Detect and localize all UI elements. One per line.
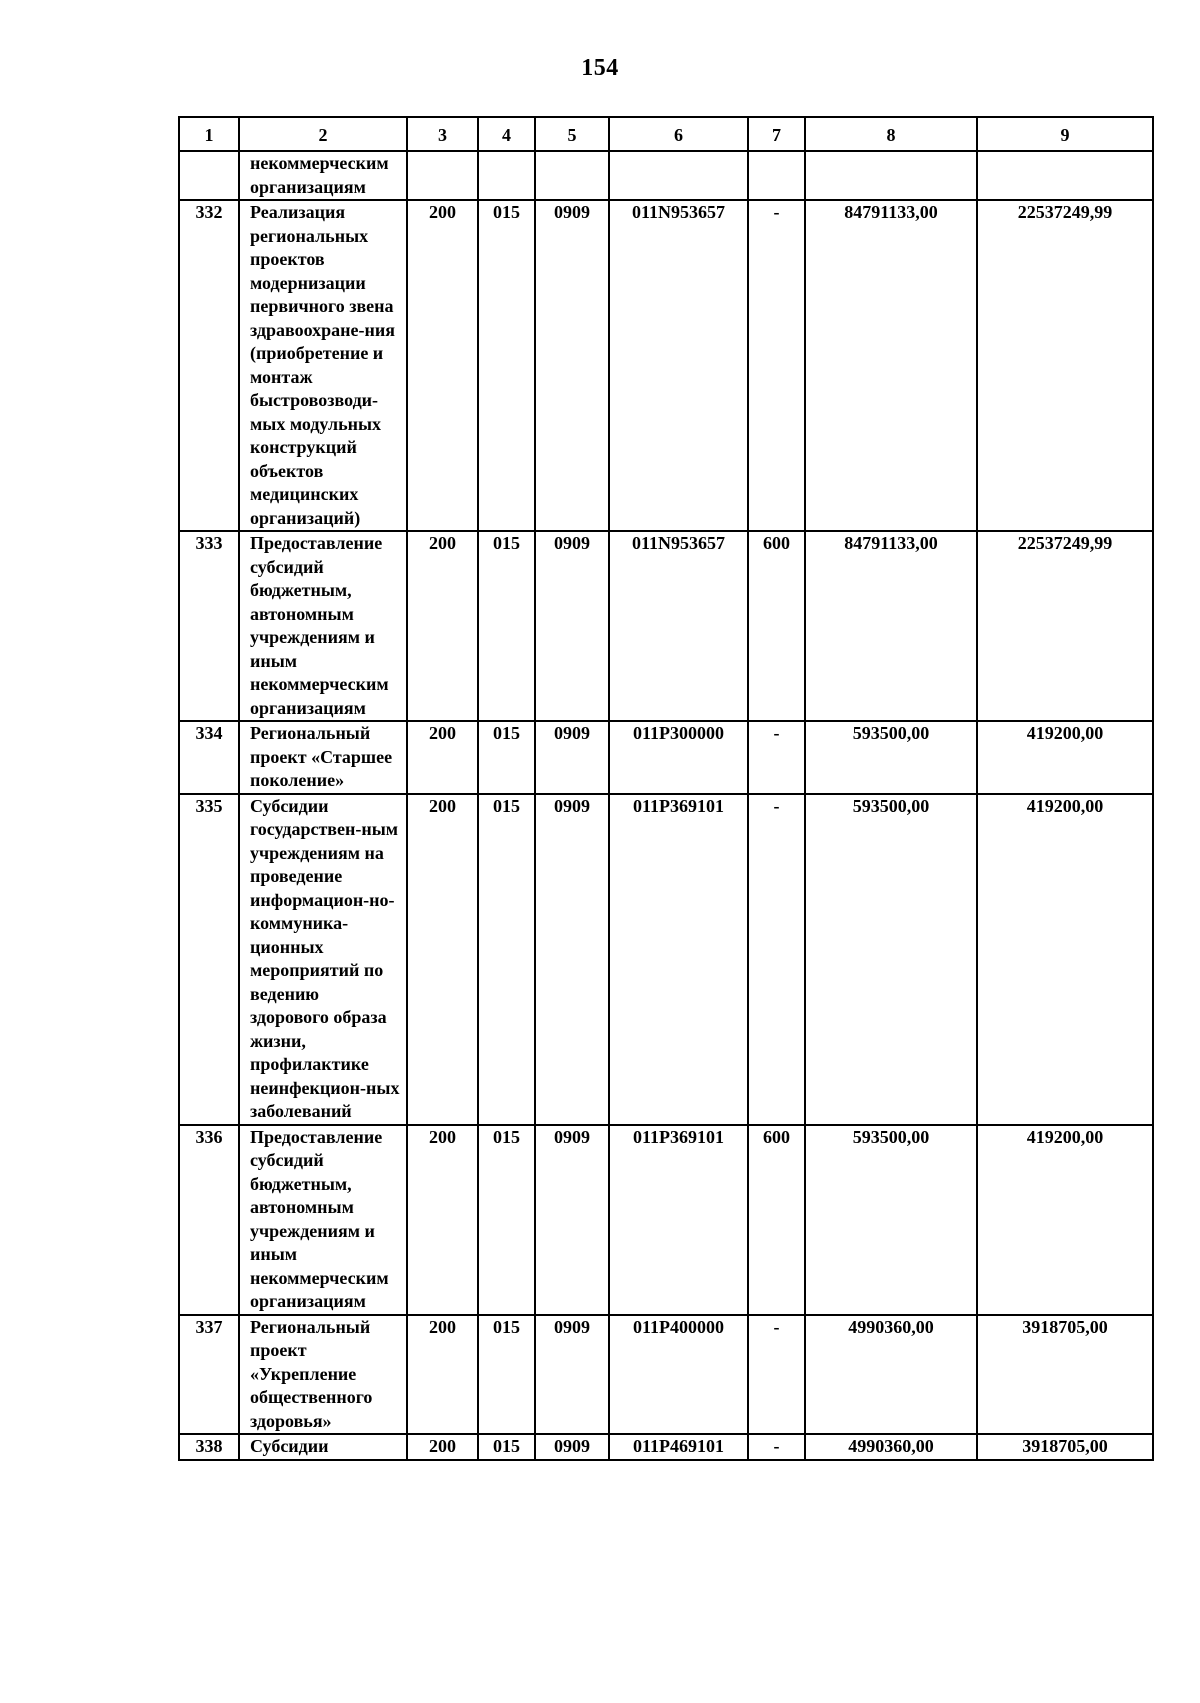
row-number-cell [179, 151, 239, 200]
amount-cell: 22537249,99 [977, 200, 1153, 531]
program-code-cell: 015 [478, 1125, 535, 1315]
ministry-code-cell: 200 [407, 1315, 478, 1435]
amount-cell: 3918705,00 [977, 1434, 1153, 1460]
row-number-cell: 337 [179, 1315, 239, 1435]
amount-cell: 22537249,99 [977, 531, 1153, 721]
table-row [179, 531, 1153, 721]
ministry-code-cell: 200 [407, 794, 478, 1125]
item-name-cell: Предоставление субсидий бюджетным, автономным учреждениям и иным некоммерческим организациям [239, 1125, 407, 1315]
section-code-cell: 0909 [535, 531, 609, 721]
column-header: 6 [609, 117, 748, 151]
target-article-cell: 011P469101 [609, 1434, 748, 1460]
item-name-cell: Предоставление субсидий бюджетным, автономным учреждениям и иным некоммерческим организациям [239, 531, 407, 721]
expense-type-cell: - [748, 794, 805, 1125]
amount-cell: 4990360,00 [805, 1434, 977, 1460]
ministry-code-cell: 200 [407, 200, 478, 531]
item-name-cell: Реализация региональных проектов модернизации первичного звена здравоохране-ния (приобретение и монтаж быстровозводи-мых модульных конструкций объектов медицинских организаций) [239, 200, 407, 531]
ministry-code-cell [407, 151, 478, 200]
page-number: 154 [581, 55, 619, 81]
column-header: 8 [805, 117, 977, 151]
expense-type-cell: - [748, 1315, 805, 1435]
target-article-cell [609, 151, 748, 200]
expense-type-cell: 600 [748, 1125, 805, 1315]
column-header: 3 [407, 117, 478, 151]
row-number-cell: 336 [179, 1125, 239, 1315]
target-article-cell: 011P400000 [609, 1315, 748, 1435]
target-article-cell: 011P369101 [609, 1125, 748, 1315]
item-name-cell: Субсидии [239, 1434, 407, 1460]
target-article-cell: 011P300000 [609, 721, 748, 794]
table-row [179, 721, 1153, 794]
column-header: 7 [748, 117, 805, 151]
program-code-cell: 015 [478, 794, 535, 1125]
column-header: 9 [977, 117, 1153, 151]
item-name-cell: Региональный проект «Старшее поколение» [239, 721, 407, 794]
program-code-cell: 015 [478, 1434, 535, 1460]
amount-cell: 593500,00 [805, 1125, 977, 1315]
table-row [179, 1315, 1153, 1435]
expense-type-cell [748, 151, 805, 200]
program-code-cell: 015 [478, 531, 535, 721]
row-number-cell: 338 [179, 1434, 239, 1460]
column-header: 2 [239, 117, 407, 151]
ministry-code-cell: 200 [407, 1434, 478, 1460]
ministry-code-cell: 200 [407, 531, 478, 721]
section-code-cell: 0909 [535, 1315, 609, 1435]
item-name-cell: Региональный проект «Укрепление общественного здоровья» [239, 1315, 407, 1435]
expense-type-cell: 600 [748, 531, 805, 721]
target-article-cell: 011N953657 [609, 200, 748, 531]
column-header: 5 [535, 117, 609, 151]
budget-table [178, 116, 1154, 1461]
item-name-cell: некоммерческим организациям [239, 151, 407, 200]
table-row [179, 794, 1153, 1125]
row-number-cell: 334 [179, 721, 239, 794]
row-number-cell: 333 [179, 531, 239, 721]
amount-cell: 3918705,00 [977, 1315, 1153, 1435]
expense-type-cell: - [748, 200, 805, 531]
row-number-cell: 335 [179, 794, 239, 1125]
target-article-cell: 011P369101 [609, 794, 748, 1125]
amount-cell: 84791133,00 [805, 531, 977, 721]
amount-cell: 419200,00 [977, 721, 1153, 794]
program-code-cell: 015 [478, 721, 535, 794]
section-code-cell: 0909 [535, 1434, 609, 1460]
program-code-cell: 015 [478, 1315, 535, 1435]
amount-cell: 419200,00 [977, 794, 1153, 1125]
table-row [179, 151, 1153, 200]
program-code-cell: 015 [478, 200, 535, 531]
ministry-code-cell: 200 [407, 1125, 478, 1315]
row-number-cell: 332 [179, 200, 239, 531]
table-header-row [179, 117, 1153, 151]
section-code-cell [535, 151, 609, 200]
amount-cell: 84791133,00 [805, 200, 977, 531]
ministry-code-cell: 200 [407, 721, 478, 794]
program-code-cell [478, 151, 535, 200]
section-code-cell: 0909 [535, 1125, 609, 1315]
table-row [179, 1125, 1153, 1315]
expense-type-cell: - [748, 721, 805, 794]
item-name-cell: Субсидии государствен-ным учреждениям на проведение информацион-но-коммуника-ционных мероприятий по ведению здорового образа жизни, профилактике неинфекцион-ных заболеваний [239, 794, 407, 1125]
table-row [179, 200, 1153, 531]
amount-cell: 4990360,00 [805, 1315, 977, 1435]
target-article-cell: 011N953657 [609, 531, 748, 721]
table-row [179, 1434, 1153, 1460]
amount-cell [977, 151, 1153, 200]
column-header: 1 [179, 117, 239, 151]
section-code-cell: 0909 [535, 200, 609, 531]
amount-cell [805, 151, 977, 200]
section-code-cell: 0909 [535, 794, 609, 1125]
expense-type-cell: - [748, 1434, 805, 1460]
amount-cell: 593500,00 [805, 794, 977, 1125]
amount-cell: 419200,00 [977, 1125, 1153, 1315]
amount-cell: 593500,00 [805, 721, 977, 794]
section-code-cell: 0909 [535, 721, 609, 794]
column-header: 4 [478, 117, 535, 151]
